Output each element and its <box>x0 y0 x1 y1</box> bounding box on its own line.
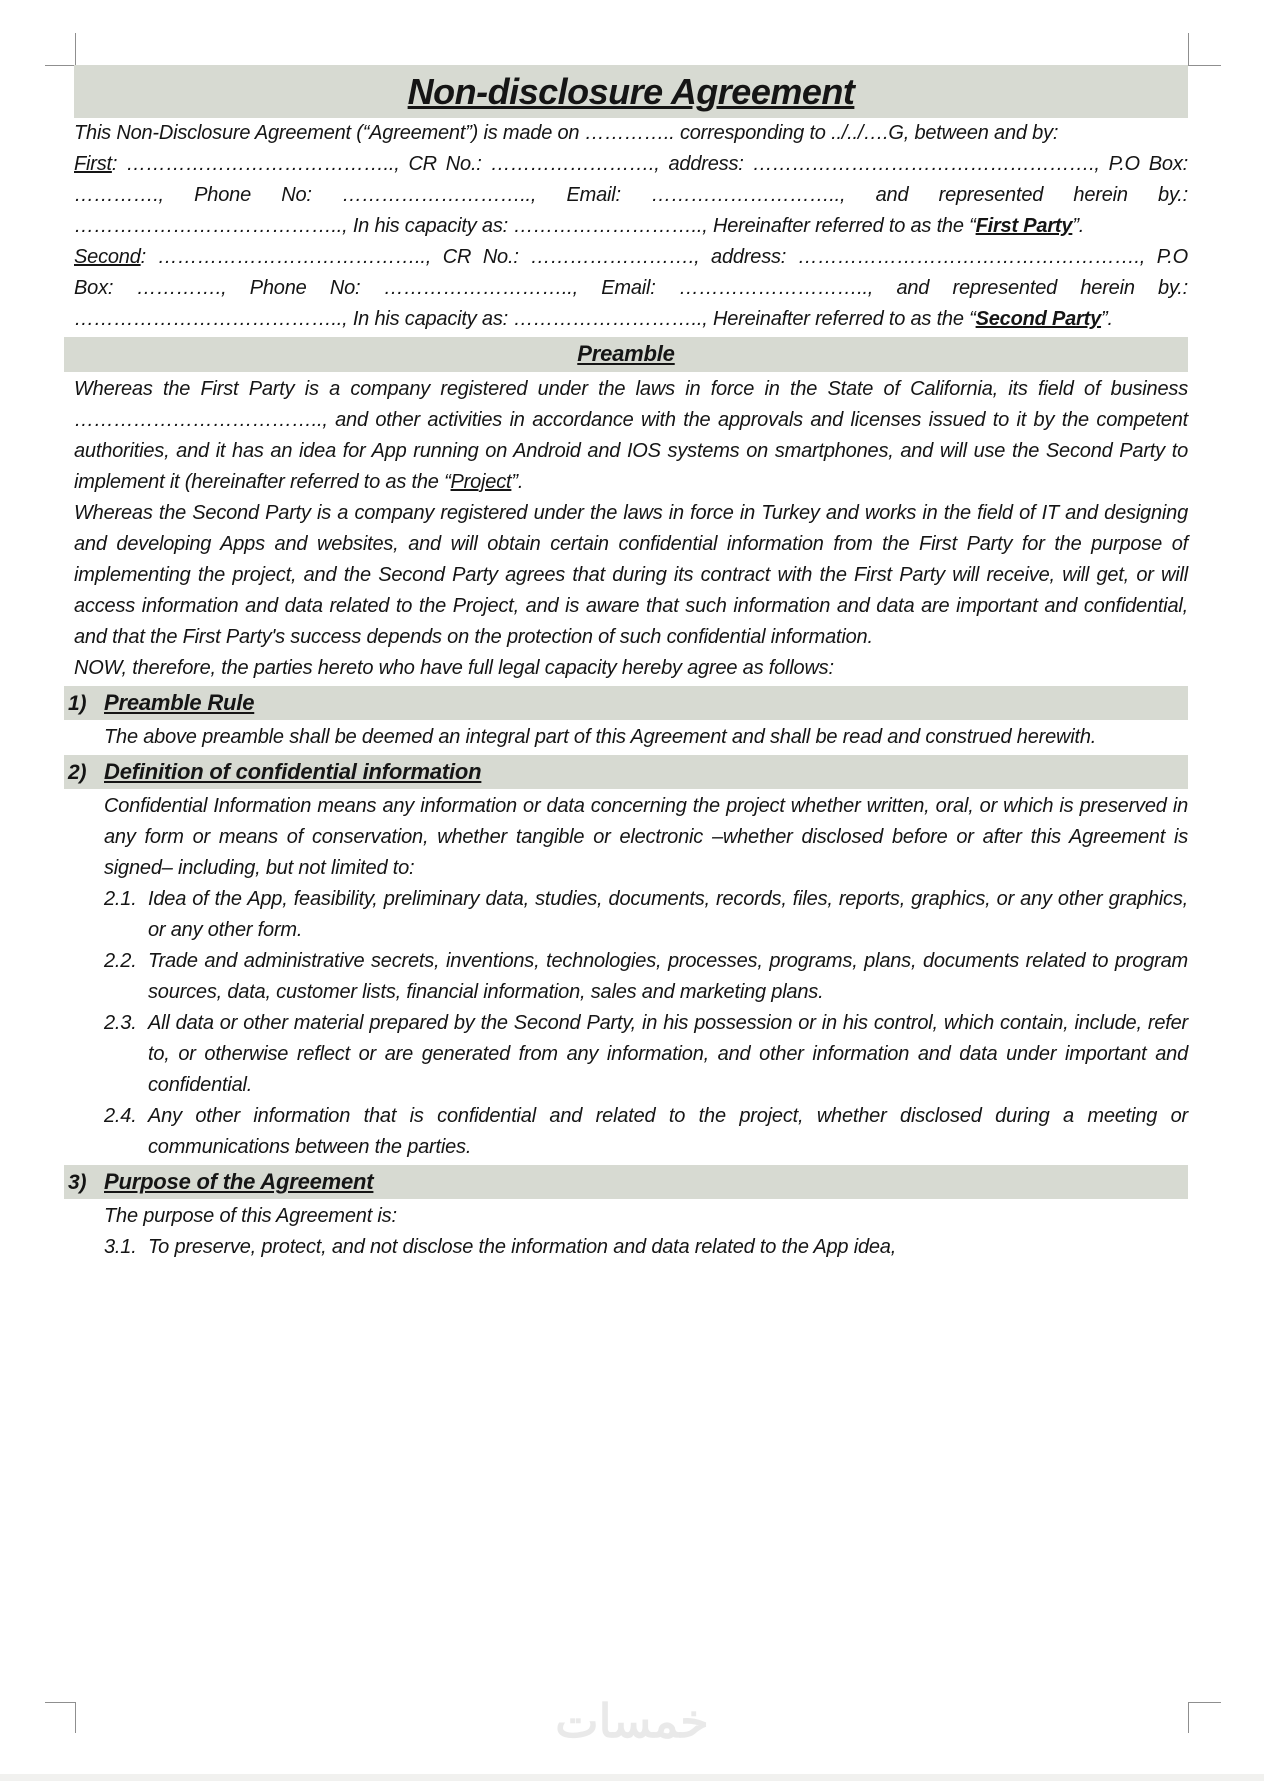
clause-2-4 <box>104 1101 1188 1163</box>
heading-number: 2) <box>68 761 87 784</box>
section-2-heading <box>64 755 1188 789</box>
whereas-second-party-paragraph <box>74 498 1188 653</box>
crop-mark-bottom-right-icon <box>1188 1702 1221 1733</box>
first-party-paragraph <box>74 149 1188 242</box>
clause-2-3 <box>104 1008 1188 1101</box>
text-segment: All data or other material prepared by the Second Party, in his possession or in his control, which contain, include, refer to, or otherwise reflect or are generated from any information, and other information and data under important and confidential. <box>148 1012 1188 1096</box>
document-content <box>68 65 1188 1263</box>
text-segment: This Non-Disclosure Agreement (“Agreement”) is made on ………….. corresponding to ../../….G, between and by: <box>74 122 1059 144</box>
section-3-body <box>104 1201 1188 1232</box>
second-party-paragraph <box>74 242 1188 335</box>
clause-3-1 <box>104 1232 1188 1263</box>
document-blocks <box>68 118 1188 1263</box>
text-segment: ”. <box>1101 308 1113 330</box>
text-segment: NOW, therefore, the parties hereto who have full legal capacity hereby agree as follows: <box>74 657 834 679</box>
preamble-heading <box>64 337 1188 372</box>
text-segment: Whereas the Second Party is a company registered under the laws in force in Turkey and works in the field of IT and designing and developing Apps and websites, and will obtain certain confidential information from the First Party for the purpose of implementing the project, and the Second Party agrees that during its contract with the First Party will receive, will get, or will access information and data related to the Project, and is aware that such information and data are important and confidential, and that the First Party's success depends on the protection of such confidential information. <box>74 502 1188 648</box>
section-3-heading <box>64 1165 1188 1199</box>
text-segment: Any other information that is confidential and related to the project, whether disclosed during a meeting or communications between the parties. <box>148 1105 1188 1158</box>
section-1-heading <box>64 686 1188 720</box>
text-segment: Idea of the App, feasibility, preliminary data, studies, documents, records, files, reports, graphics, or any other graphics, or any other form. <box>148 888 1188 941</box>
text-segment: ”. <box>1072 215 1085 237</box>
text-segment: To preserve, protect, and not disclose the information and data related to the App idea, <box>148 1236 897 1258</box>
bottom-strip <box>0 1774 1264 1781</box>
heading-text: Preamble Rule <box>104 690 255 715</box>
text-segment: The above preamble shall be deemed an integral part of this Agreement and shall be read and construed herewith. <box>104 726 1097 748</box>
heading-text: Definition of confidential information <box>104 759 482 784</box>
intro-paragraph <box>74 118 1188 149</box>
khamsat-watermark: خمسات <box>555 1695 709 1747</box>
text-segment: : ………………………………….., CR No.: ……………………., address: ……………………………………………., P.O Box: …………., Phone No: ……………………….., Email: ……………………….., and represented herein by.: ………………………………….., In his capacity as: ……………………….., Hereinafter referred to as the “ <box>74 153 1188 237</box>
clause-number: 3.1. <box>104 1236 137 1258</box>
text-segment: First Party <box>975 215 1073 237</box>
clause-text <box>148 1232 1188 1263</box>
text-segment: Project <box>450 471 512 493</box>
clause-number: 2.2. <box>104 950 137 972</box>
crop-mark-top-left-icon <box>45 33 76 66</box>
text-segment: The purpose of this Agreement is: <box>104 1205 397 1227</box>
text-segment: ”. <box>511 471 524 493</box>
text-segment: Second Party <box>975 308 1102 330</box>
title-bar <box>74 65 1188 118</box>
section-2-body <box>104 791 1188 884</box>
text-segment: Whereas the First Party is a company registered under the laws in force in the State of California, its field of business ……………………………….., and other activities in accordance with the approvals and licenses issued to it by the competent authorities, and it has an idea for App running on Android and IOS systems on smartphones, and will use the Second Party to implement it (hereinafter referred to as the “ <box>74 378 1188 493</box>
document-title: Non-disclosure Agreement <box>407 71 855 112</box>
clause-2-2 <box>104 946 1188 1008</box>
clause-number: 2.3. <box>104 1012 137 1034</box>
text-segment: Second <box>74 246 141 268</box>
heading-text: Purpose of the Agreement <box>104 1169 374 1194</box>
section-1-body <box>104 722 1188 753</box>
now-therefore-paragraph <box>74 653 1188 684</box>
clause-text <box>148 1101 1188 1163</box>
crop-mark-top-right-icon <box>1188 33 1221 66</box>
crop-mark-bottom-left-icon <box>45 1702 76 1733</box>
clause-text <box>148 946 1188 1008</box>
clause-2-1 <box>104 884 1188 946</box>
clause-number: 2.1. <box>104 888 137 910</box>
text-segment: Trade and administrative secrets, inventions, technologies, processes, programs, plans, documents related to program sources, data, customer lists, financial information, sales and marketing plans. <box>148 950 1188 1003</box>
clause-text <box>148 884 1188 946</box>
text-segment: Confidential Information means any information or data concerning the project whether written, oral, or which is preserved in any form or means of conservation, whether tangible or electronic –whether disclosed before or after this Agreement is signed– including, but not limited to: <box>104 795 1188 879</box>
text-segment: First <box>74 153 112 175</box>
heading-number: 1) <box>68 692 87 715</box>
whereas-first-party-paragraph <box>74 374 1188 498</box>
clause-number: 2.4. <box>104 1105 137 1127</box>
text-segment: : ………………………………….., CR No.: ……………………., address: ……………………………………………., P.O Box: …………., Phone No: ……………………….., Email: ……………………….., and represented herein by.: ………………………………….., In his capacity as: ……………………….., Hereinafter referred to as the “ <box>74 246 1188 330</box>
heading-number: 3) <box>68 1171 87 1194</box>
clause-text <box>148 1008 1188 1101</box>
heading-text: Preamble <box>577 341 675 366</box>
